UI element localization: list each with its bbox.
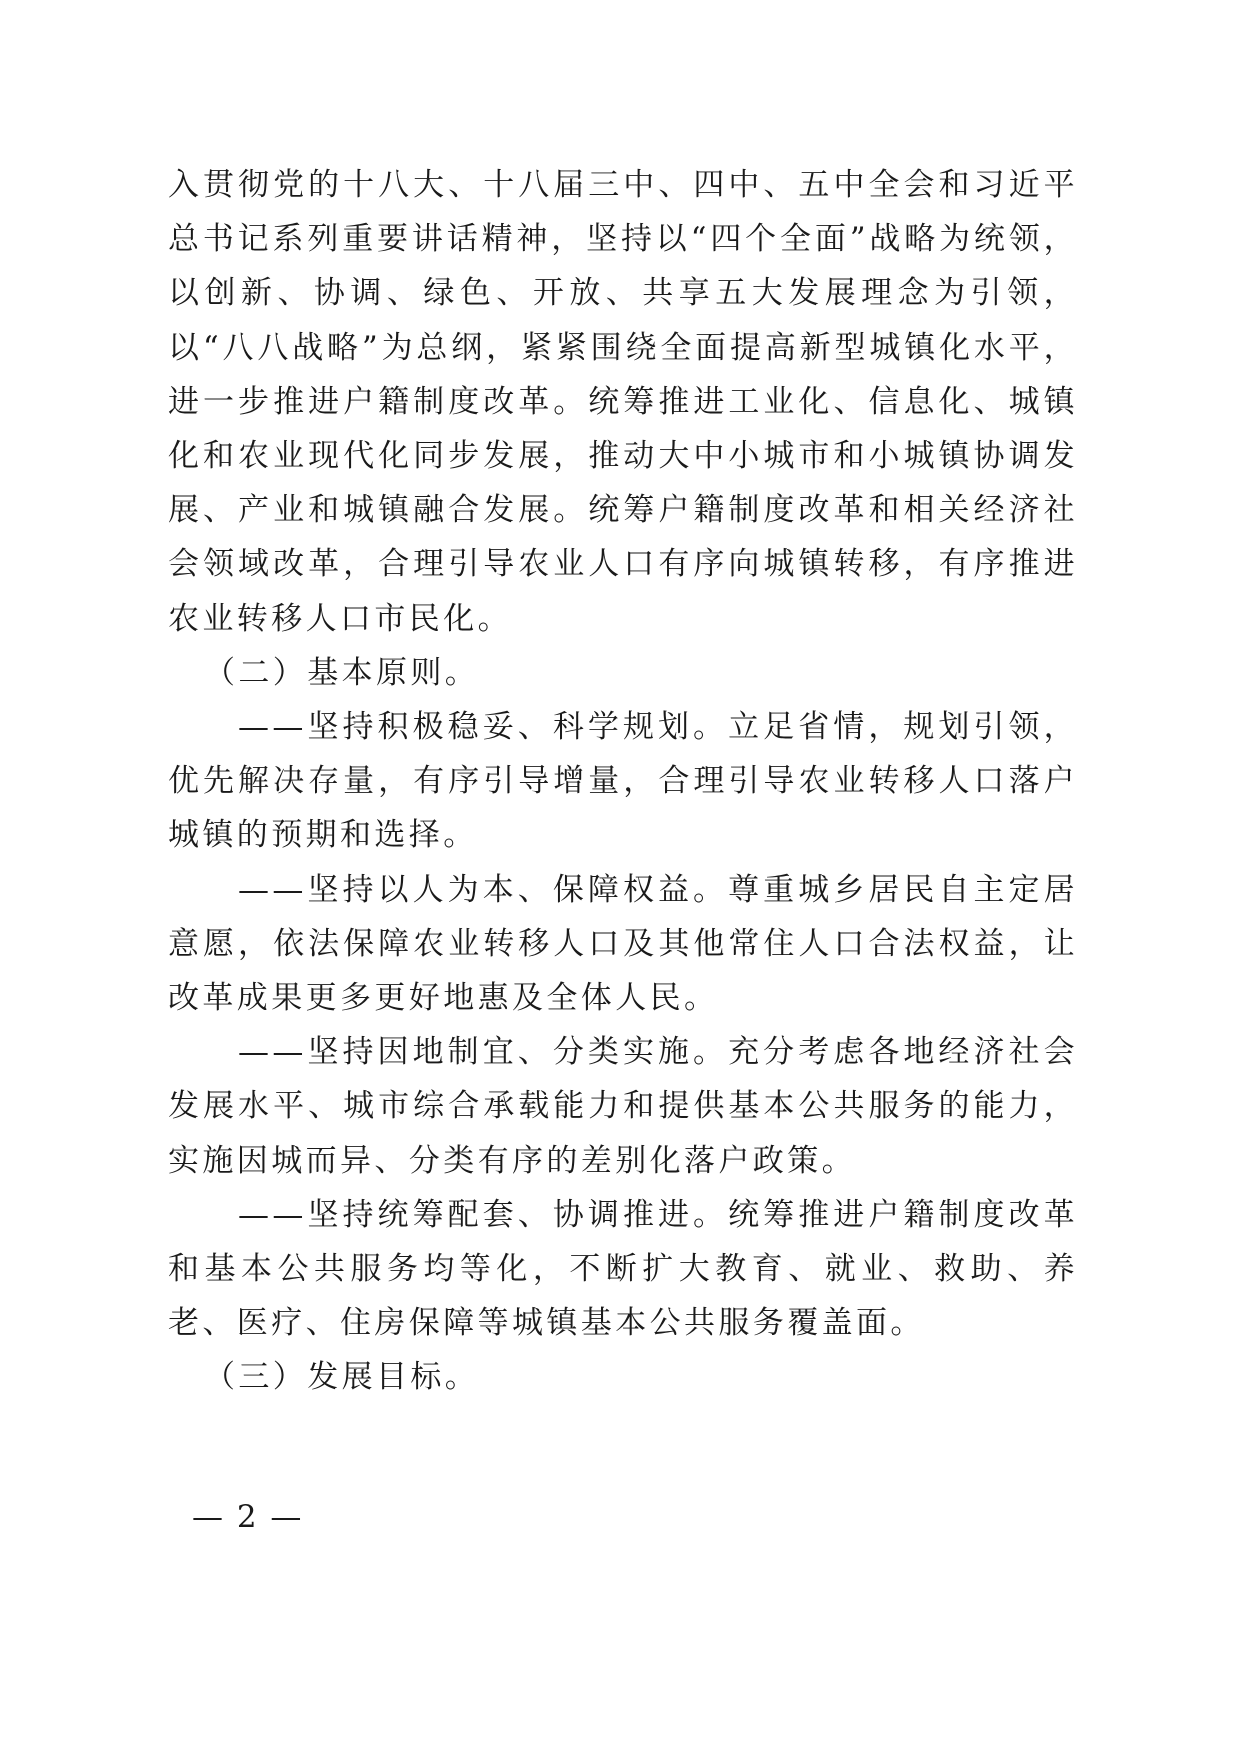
document-body (168, 158, 1078, 1405)
section-heading-development-goals: （三）发展目标。 (204, 1359, 480, 1396)
page-number: — 2 — (192, 1499, 304, 1535)
principle-item-people-oriented: ——坚持以人为本、保障权益。尊重城乡居民自主定居意愿，依法保障农业转移人口及其他常住人口合法权益，让改革成果更多更好地惠及全体人民。 (168, 871, 1078, 1017)
principle-item-local-conditions: ——坚持因地制宜、分类实施。充分考虑各地经济社会发展水平、城市综合承载能力和提供基本公共服务的能力，实施因城而异、分类有序的差别化落户政策。 (168, 1034, 1078, 1179)
principle-item-steady-planning: ——坚持积极稳妥、科学规划。立足省情，规划引领，优先解决存量，有序引导增量，合理引导农业转移人口落户城镇的预期和选择。 (168, 709, 1078, 854)
paragraph-guiding-ideology: 入贯彻党的十八大、十八届三中、四中、五中全会和习近平总书记系列重要讲话精神，坚持以“四个全面”战略为统领，以创新、协调、绿色、开放、共享五大发展理念为引领，以“八八战略”为总纲，紧紧围绕全面提高新型城镇化水平，进一步推进户籍制度改革。统筹推进工业化、信息化、城镇化和农业现代化同步发展，推动大中小城市和小城镇协调发展、产业和城镇融合发展。统筹户籍制度改革和相关经济社会领域改革，合理引导农业人口有序向城镇转移，有序推进农业转移人口市民化。 (168, 167, 1078, 637)
principle-item-coordinated-advance: ——坚持统筹配套、协调推进。统筹推进户籍制度改革和基本公共服务均等化，不断扩大教育、就业、救助、养老、医疗、住房保障等城镇基本公共服务覆盖面。 (168, 1196, 1078, 1342)
section-heading-basic-principles: （二）基本原则。 (204, 654, 480, 691)
